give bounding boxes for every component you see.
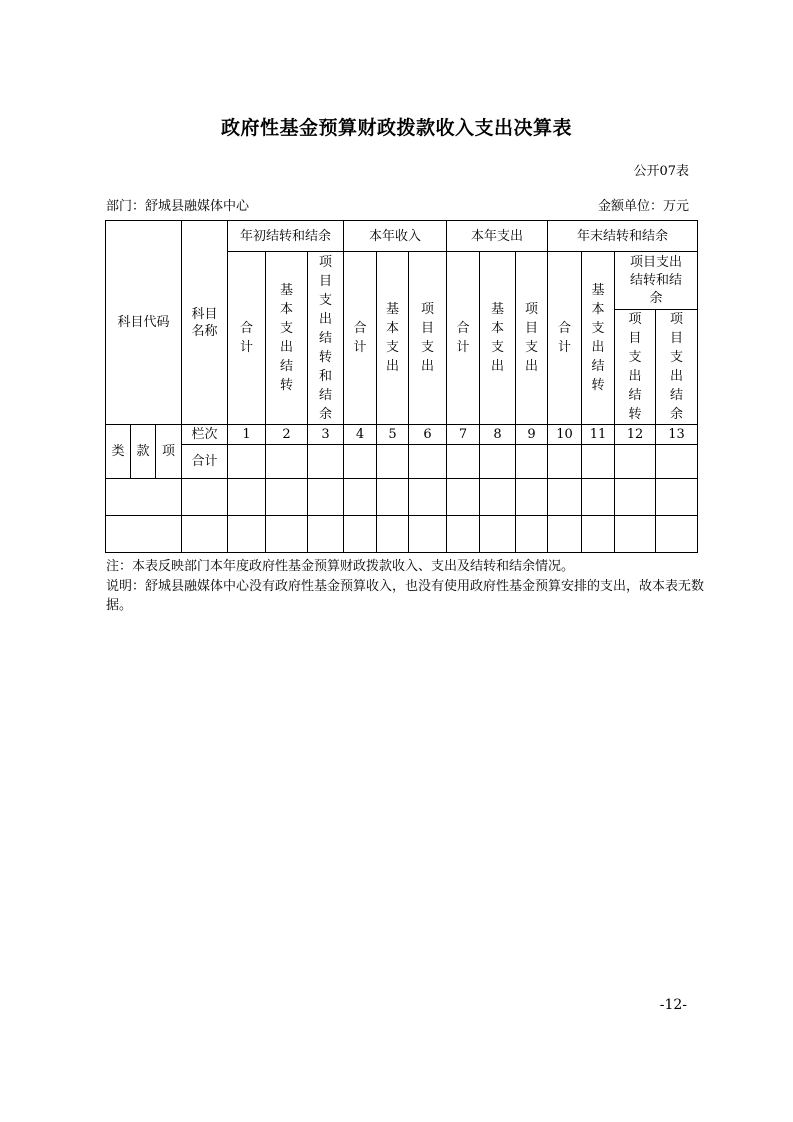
header-income-basic: 基本支出 [377, 252, 409, 425]
table-row [106, 516, 698, 553]
column-number: 4 [344, 425, 377, 445]
header-end-project-surplus: 项目支出结余 [656, 310, 698, 425]
column-index-label: 栏次 [182, 425, 228, 445]
header-kuan: 款 [131, 425, 156, 479]
table-row [106, 445, 698, 479]
column-number: 2 [266, 425, 308, 445]
header-xiang: 项 [156, 425, 182, 479]
header-group-income: 本年收入 [344, 221, 447, 252]
column-number: 1 [228, 425, 266, 445]
header-end-project-carry: 项目支出结转 [615, 310, 656, 425]
column-number: 9 [516, 425, 548, 445]
header-begin-basic: 基本支出结转 [266, 252, 308, 425]
header-end-total: 合计 [548, 252, 582, 425]
column-number: 13 [656, 425, 698, 445]
header-expense-project: 项目支出 [516, 252, 548, 425]
page-number: -12- [659, 997, 687, 1013]
header-group-expense: 本年支出 [447, 221, 548, 252]
header-group-begin: 年初结转和结余 [228, 221, 344, 252]
column-number: 8 [480, 425, 516, 445]
header-income-project: 项目支出 [409, 252, 447, 425]
header-expense-basic: 基本支出 [480, 252, 516, 425]
table-note: 注：本表反映部门本年度政府性基金预算财政拨款收入、支出及结转和结余情况。 [106, 559, 575, 574]
header-begin-total: 合计 [228, 252, 266, 425]
header-end-project-group: 项目支出结转和结余 [615, 252, 698, 310]
column-number: 7 [447, 425, 480, 445]
page-title: 政府性基金预算财政拨款收入支出决算表 [220, 117, 572, 139]
table-explanation: 说明：舒城县融媒体中心没有政府性基金预算收入，也没有使用政府性基金预算安排的支出，故本表无数据。 [106, 579, 705, 613]
header-income-total: 合计 [344, 252, 377, 425]
column-number: 12 [615, 425, 656, 445]
department-label: 部门：舒城县融媒体中心 [106, 199, 250, 214]
header-group-end: 年末结转和结余 [548, 221, 698, 252]
table-row [106, 479, 698, 516]
header-end-basic: 基本支出结转 [582, 252, 615, 425]
column-number: 3 [308, 425, 344, 445]
header-begin-project: 项目支出结转和结余 [308, 252, 344, 425]
table-code: 公开07表 [633, 164, 689, 179]
total-row-label: 合计 [182, 445, 228, 479]
column-number: 10 [548, 425, 582, 445]
header-expense-total: 合计 [447, 252, 480, 425]
column-number: 11 [582, 425, 615, 445]
header-lei: 类 [106, 425, 131, 479]
header-subject-name: 科目名称 [182, 221, 228, 425]
column-number: 6 [409, 425, 447, 445]
column-number: 5 [377, 425, 409, 445]
header-subject-code: 科目代码 [106, 221, 182, 425]
budget-table [105, 220, 698, 553]
unit-label: 金额单位：万元 [597, 199, 689, 214]
